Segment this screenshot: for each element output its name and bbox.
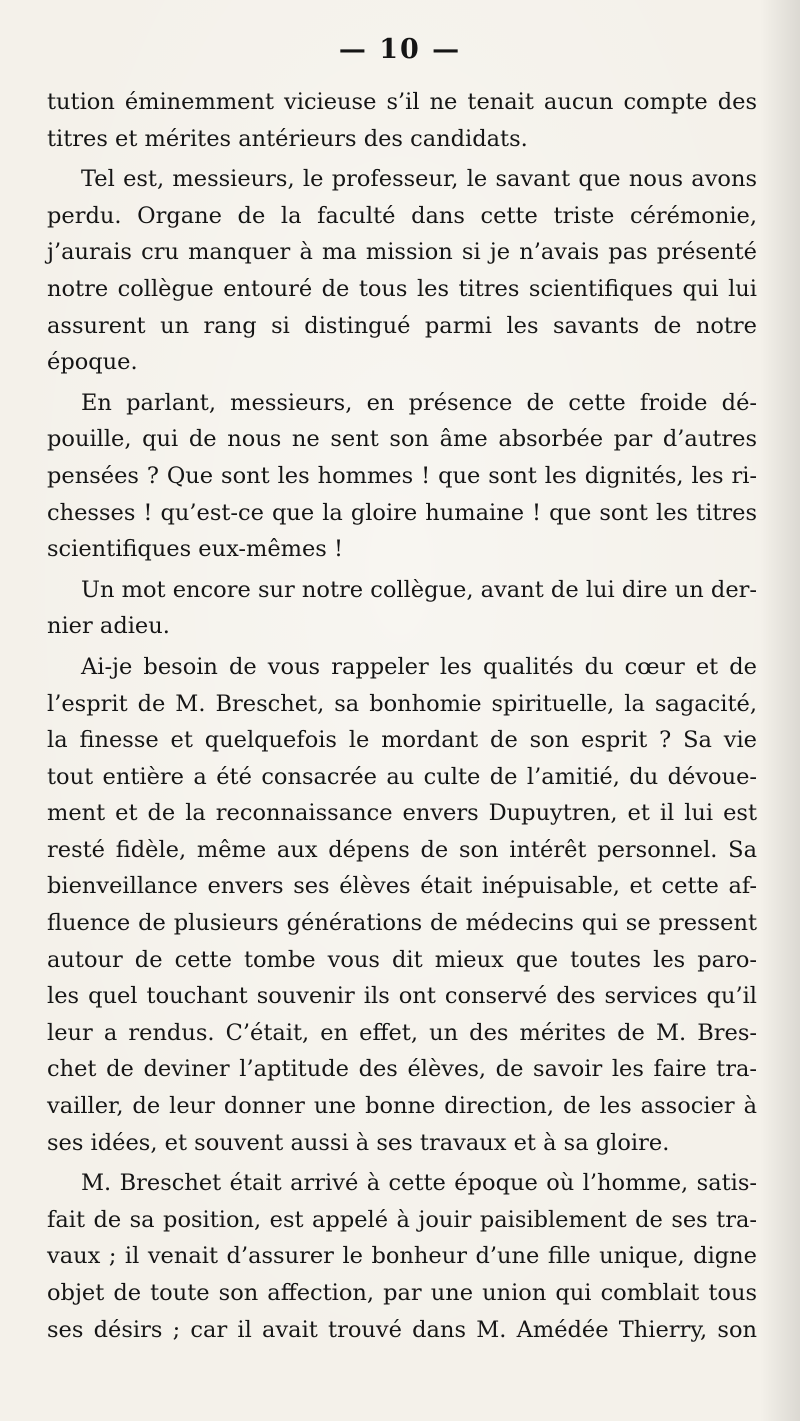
text-line: notre collègue entouré de tous les titres scientifiques qui lui xyxy=(47,275,757,302)
text-line: ses désirs ; car il avait trouvé dans M. Amédée Thierry, son xyxy=(47,1316,757,1343)
text-line: perdu. Organe de la faculté dans cette triste cérémonie, xyxy=(47,202,757,229)
text-line: scientifiques eux-mêmes ! xyxy=(47,536,344,563)
text-line: nier adieu. xyxy=(47,613,170,640)
paragraph-continuation xyxy=(47,84,757,157)
text-line: la finesse et quelquefois le mordant de son esprit ? Sa vie xyxy=(47,727,757,754)
paragraph-professeur xyxy=(47,161,757,381)
text-line: pensées ? Que sont les hommes ! que sont les dignités, les ri- xyxy=(47,462,757,489)
text-line: ses idées, et souvent aussi à ses travaux et à sa gloire. xyxy=(47,1129,670,1156)
text-line: chet de deviner l’aptitude des élèves, de savoir les faire tra- xyxy=(47,1056,757,1083)
text-line: vaux ; il venait d’assurer le bonheur d’une fille unique, digne xyxy=(47,1243,757,1270)
text-line: tout entière a été consacrée au culte de l’amitié, du dévoue- xyxy=(47,763,757,790)
text-line: M. Breschet était arrivé à cette époque où l’homme, satis- xyxy=(81,1170,757,1197)
text-line: pouille, qui de nous ne sent son âme absorbée par d’autres xyxy=(47,426,757,453)
text-line: époque. xyxy=(47,349,138,376)
text-line: chesses ! qu’est-ce que la gloire humaine ! que sont les titres xyxy=(47,499,757,526)
paragraph-ai-je-besoin xyxy=(47,649,757,1161)
text-line: ment et de la reconnaissance envers Dupuytren, et il lui est xyxy=(47,800,757,827)
text-line: Tel est, messieurs, le professeur, le savant que nous avons xyxy=(81,166,757,193)
text-line: objet de toute son affection, par une union qui comblait tous xyxy=(47,1280,757,1306)
text-line: fluence de plusieurs générations de médecins qui se pressent xyxy=(47,910,757,937)
text-line: Un mot encore sur notre collègue, avant de lui dire un der- xyxy=(81,576,757,603)
text-line: Ai-je besoin de vous rappeler les qualités du cœur et de xyxy=(81,653,757,680)
page-number: — 10 — xyxy=(338,34,462,65)
page-edge-shadow xyxy=(760,0,800,1421)
body-text xyxy=(47,84,757,1348)
paragraph-breschet-arrive xyxy=(47,1165,757,1348)
text-line: l’esprit de M. Breschet, sa bonhomie spirituelle, la sagacité, xyxy=(47,690,757,717)
paragraph-en-parlant xyxy=(47,385,757,568)
text-line: j’aurais cru manquer à ma mission si je n’avais pas présenté xyxy=(47,239,757,266)
text-line: assurent un rang si distingué parmi les savants de notre xyxy=(47,312,757,339)
text-line: titres et mérites antérieurs des candidats. xyxy=(47,125,528,152)
text-line: leur a rendus. C’était, en effet, un des mérites de M. Bres- xyxy=(47,1019,757,1046)
text-line: resté fidèle, même aux dépens de son intérêt personnel. Sa xyxy=(47,836,757,863)
text-line: bienveillance envers ses élèves était inépuisable, et cette af- xyxy=(47,873,757,900)
paragraph-un-mot xyxy=(47,572,757,645)
text-line: autour de cette tombe vous dit mieux que toutes les paro- xyxy=(47,946,757,973)
text-line: les quel touchant souvenir ils ont conservé des services qu’il xyxy=(47,983,757,1010)
text-line: vailler, de leur donner une bonne direction, de les associer à xyxy=(47,1093,757,1120)
text-line: En parlant, messieurs, en présence de cette froide dé- xyxy=(81,389,757,416)
text-line: tution éminemment vicieuse s’il ne tenait aucun compte des xyxy=(47,89,757,115)
text-line: fait de sa position, est appelé à jouir paisiblement de ses tra- xyxy=(47,1206,757,1233)
